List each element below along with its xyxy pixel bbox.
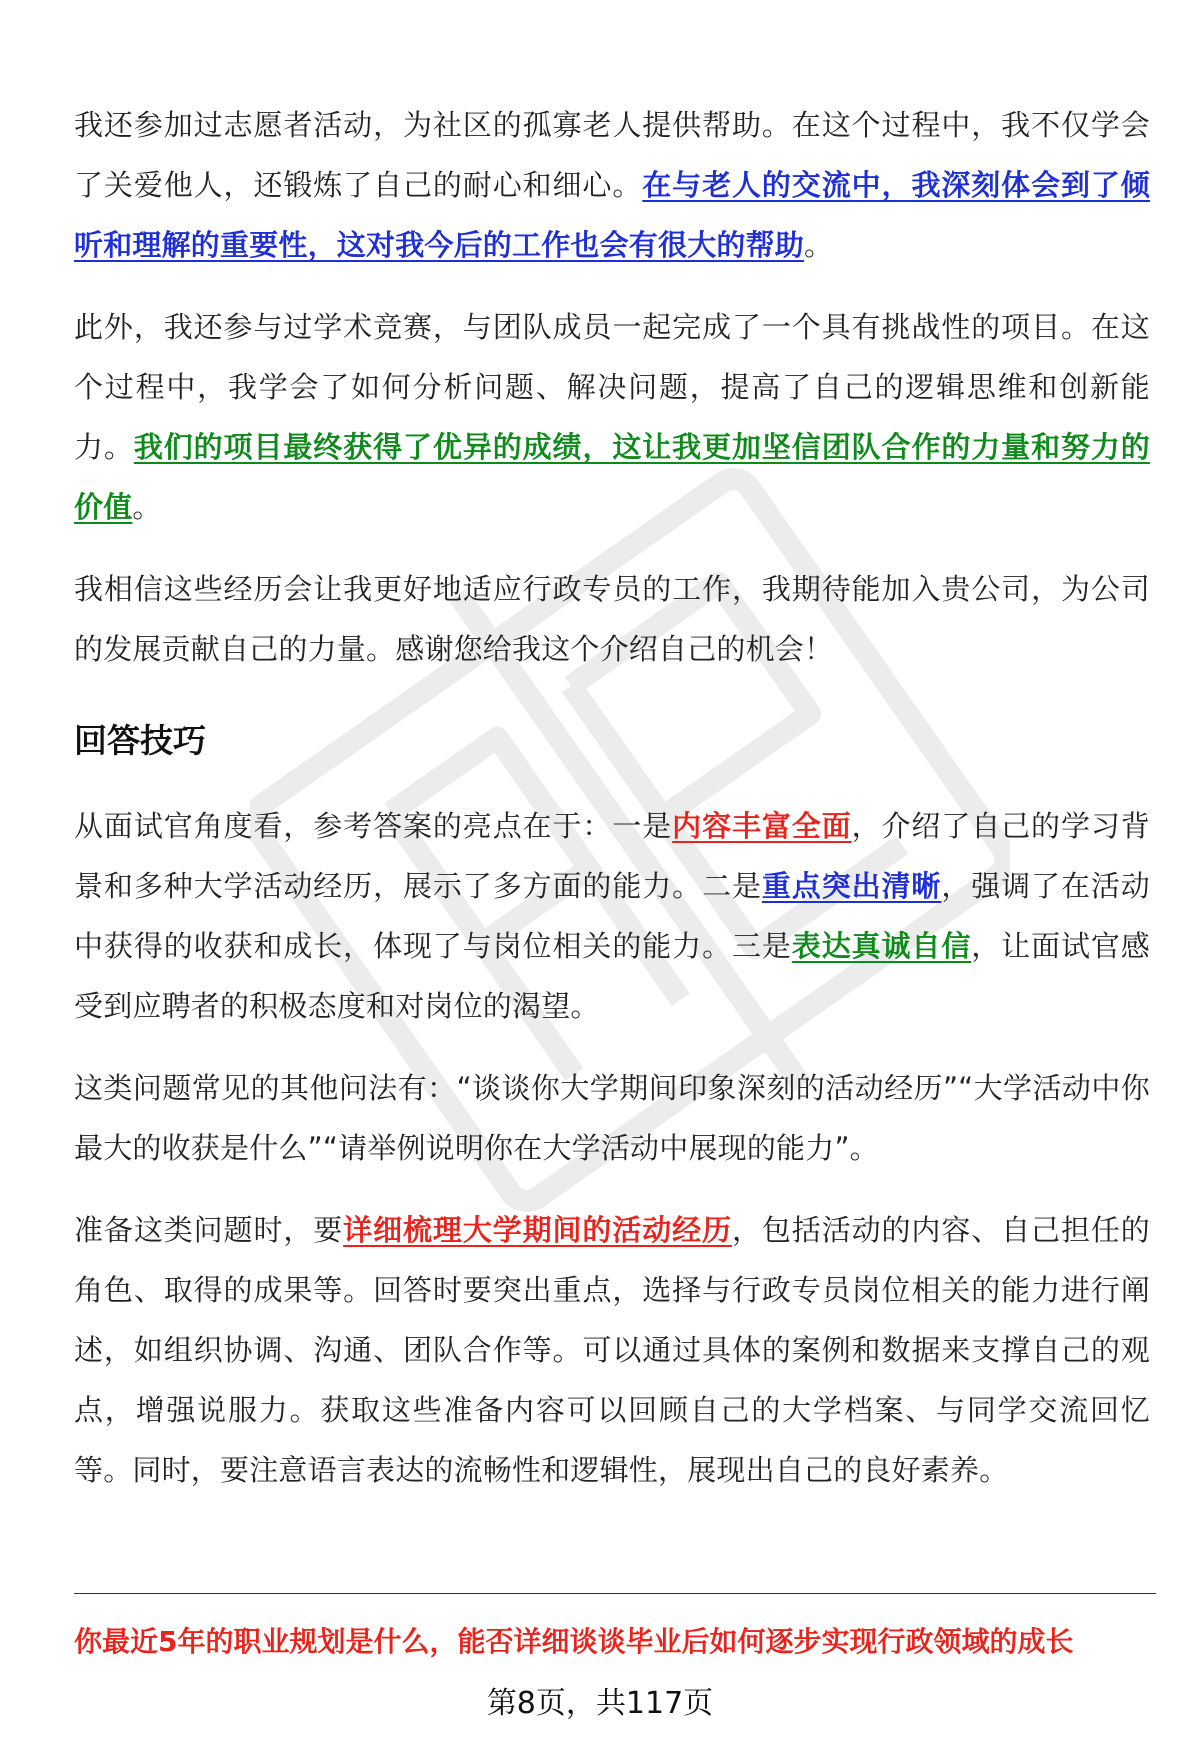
paragraph-text: ，让面试官感受到应聘者的积极态度和对岗位的渴望。 (74, 929, 1150, 1023)
paragraph-variants (74, 1058, 1150, 1178)
paragraph-preparation (74, 1200, 1150, 1500)
paragraph-text: ，强调了在活动中获得的收获和成长，体现了与岗位相关的能力。三是 (74, 869, 1150, 963)
highlight-red: 详细梳理大学期间的活动经历 (343, 1213, 732, 1247)
divider-line (74, 1593, 1156, 1594)
page-number: 第8页，共117页 (486, 1686, 714, 1721)
paragraph-closing (74, 559, 1150, 679)
document-body (74, 95, 1150, 1500)
paragraph-text: 我相信这些经历会让我更好地适应行政专员的工作，我期待能加入贵公司，为公司的发展贡献自己的力量。感谢您给我这个介绍自己的机会！ (74, 572, 1150, 666)
paragraph-text: ，介绍了自己的学习背景和多种大学活动经历，展示了多方面的能力。二是 (74, 809, 1150, 903)
paragraph-text: 准备这类问题时，要 (74, 1213, 344, 1247)
section-title: 回答技巧 (74, 721, 206, 760)
highlight-blue: 重点突出清晰 (761, 869, 942, 903)
paragraph-volunteer (74, 95, 1150, 275)
paragraph-competition (74, 297, 1150, 537)
paragraph-text: 从面试官角度看，参考答案的亮点在于：一是 (74, 809, 673, 843)
next-question-title: 你最近5年的职业规划是什么，能否详细谈谈毕业后如何逐步实现行政领域的成长 (74, 1625, 1074, 1658)
highlight-red: 内容丰富全面 (672, 809, 852, 843)
highlight-green: 表达真诚自信 (791, 929, 972, 963)
highlight-blue: 在与老人的交流中，我深刻体会到了倾听和理解的重要性，这对我今后的工作也会有很大的帮助 (74, 168, 1150, 262)
paragraph-text: ，包括活动的内容、自己担任的角色、取得的成果等。回答时要突出重点，选择与行政专员岗位相关的能力进行阐述，如组织协调、沟通、团队合作等。可以通过具体的案例和数据来支撑自己的观点，增强说服力。获取这些准备内容可以回顾自己的大学档案、与同学交流回忆等。同时，要注意语言表达的流畅性和逻辑性，展现出自己的良好素养。 (74, 1213, 1150, 1487)
paragraph-text: 这类问题常见的其他问法有：“谈谈你大学期间印象深刻的活动经历”“大学活动中你最大的收获是什么”“请举例说明你在大学活动中展现的能力”。 (74, 1071, 1150, 1165)
paragraph-text: 。 (132, 490, 162, 524)
paragraph-tips (74, 796, 1150, 1036)
highlight-green: 我们的项目最终获得了优异的成绩，这让我更加坚信团队合作的力量和努力的价值 (74, 430, 1150, 524)
paragraph-text: 。 (804, 228, 834, 262)
paragraph-text: 我还参加过志愿者活动，为社区的孤寡老人提供帮助。在这个过程中，我不仅学会了关爱他人，还锻炼了自己的耐心和细心。 (74, 108, 1150, 202)
paragraph-text: 此外，我还参与过学术竞赛，与团队成员一起完成了一个具有挑战性的项目。在这个过程中，我学会了如何分析问题、解决问题，提高了自己的逻辑思维和创新能力。 (74, 310, 1150, 464)
